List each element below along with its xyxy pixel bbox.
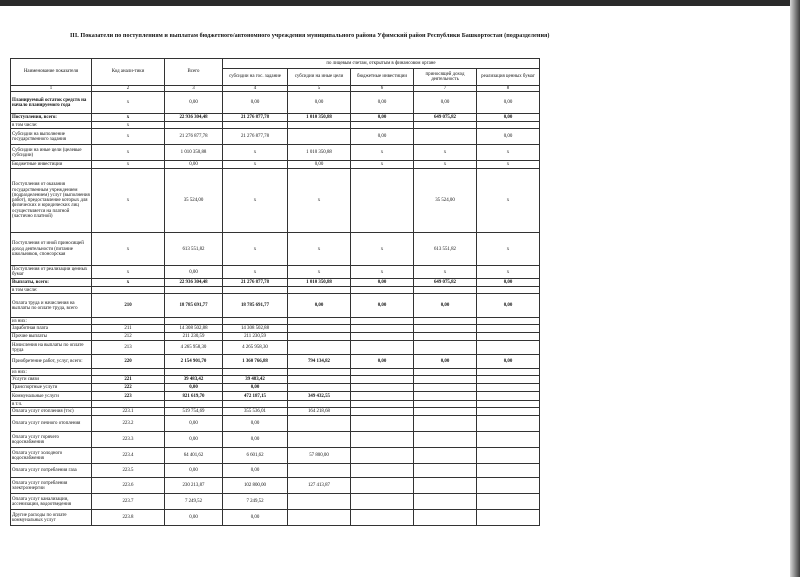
row-name-cell: из них:: [11, 369, 92, 376]
row-securities-cell: [477, 384, 540, 392]
header-col-securities: реализация ценных бумаг: [477, 69, 540, 86]
row-code-cell: 213: [92, 341, 165, 355]
row-income-activity-cell: [414, 392, 477, 401]
table-row: [11, 408, 540, 416]
scan-border-top: [0, 0, 800, 6]
row-code-cell: 223.2: [92, 416, 165, 432]
row-securities-cell: [477, 416, 540, 432]
table-row: [11, 325, 540, 333]
receipts-payments-table: [10, 58, 540, 526]
table-row: [11, 494, 540, 510]
row-subsidy-other-cell: [288, 376, 351, 384]
index-cell: 3: [165, 86, 223, 92]
row-code-cell: 210: [92, 294, 165, 318]
table-row: [11, 92, 540, 114]
row-subsidy-task-cell: 0,00: [223, 464, 288, 478]
row-securities-cell: [477, 318, 540, 325]
header-col-subsidy-other: субсидии на иные цели: [288, 69, 351, 86]
table-row: [11, 169, 540, 233]
row-code-cell: 223.5: [92, 464, 165, 478]
row-name-cell: Оплата услуг холодного водоснабжения: [11, 448, 92, 464]
table-row: [11, 294, 540, 318]
table-row: [11, 464, 540, 478]
row-income-activity-cell: 0,00: [414, 92, 477, 114]
row-investments-cell: 0,00: [351, 92, 414, 114]
row-income-activity-cell: 649 075,82: [414, 114, 477, 122]
row-code-cell: 223.4: [92, 448, 165, 464]
row-income-activity-cell: [414, 478, 477, 494]
row-income-activity-cell: x: [414, 145, 477, 161]
row-subsidy-task-cell: 0,00: [223, 92, 288, 114]
row-code-cell: x: [92, 145, 165, 161]
row-subsidy-other-cell: [288, 432, 351, 448]
row-subsidy-other-cell: [288, 122, 351, 129]
row-total-cell: 7 249,52: [165, 494, 223, 510]
row-subsidy-task-cell: x: [223, 266, 288, 279]
row-income-activity-cell: 35 524,00: [414, 169, 477, 233]
row-code-cell: 211: [92, 325, 165, 333]
row-securities-cell: [477, 333, 540, 341]
row-securities-cell: 0,00: [477, 355, 540, 369]
row-name-cell: Бюджетные инвестиции: [11, 161, 92, 169]
row-investments-cell: [351, 376, 414, 384]
row-name-cell: Оплата услуг потребления электроэнергии: [11, 478, 92, 494]
row-subsidy-other-cell: [288, 494, 351, 510]
row-investments-cell: [351, 392, 414, 401]
row-total-cell: 0,00: [165, 92, 223, 114]
index-cell: 7: [414, 86, 477, 92]
table-row: [11, 416, 540, 432]
row-subsidy-task-cell: 102 800,00: [223, 478, 288, 494]
row-total-cell: 613 551,82: [165, 233, 223, 266]
row-total-cell: 35 524,00: [165, 169, 223, 233]
row-securities-cell: [477, 325, 540, 333]
header-total: Всего: [165, 59, 223, 86]
index-cell: 4: [223, 86, 288, 92]
row-investments-cell: [351, 408, 414, 416]
row-subsidy-other-cell: 164 218,68: [288, 408, 351, 416]
row-securities-cell: x: [477, 233, 540, 266]
row-name-cell: Другие расходы по оплате коммунальных услуг: [11, 510, 92, 526]
row-code-cell: 223: [92, 392, 165, 401]
row-code-cell: x: [92, 233, 165, 266]
row-code-cell: x: [92, 279, 165, 287]
row-subsidy-other-cell: 127 413,87: [288, 478, 351, 494]
row-income-activity-cell: 649 075,82: [414, 279, 477, 287]
row-investments-cell: [351, 478, 414, 494]
row-subsidy-other-cell: [288, 129, 351, 145]
row-code-cell: x: [92, 114, 165, 122]
row-income-activity-cell: [414, 494, 477, 510]
row-subsidy-task-cell: 21 276 877,78: [223, 114, 288, 122]
row-securities-cell: x: [477, 161, 540, 169]
table-row: [11, 161, 540, 169]
row-subsidy-other-cell: 0,00: [288, 161, 351, 169]
row-total-cell: 22 936 304,48: [165, 114, 223, 122]
row-subsidy-task-cell: x: [223, 161, 288, 169]
row-securities-cell: [477, 287, 540, 294]
header-name: Наименование показателя: [11, 59, 92, 86]
table-row: [11, 279, 540, 287]
index-cell: 8: [477, 86, 540, 92]
table-row: [11, 114, 540, 122]
row-total-cell: [165, 122, 223, 129]
row-name-cell: Начисления на выплаты по оплате труда: [11, 341, 92, 355]
row-income-activity-cell: [414, 341, 477, 355]
row-subsidy-other-cell: x: [288, 266, 351, 279]
header-col-investments: бюджетные инвестиции: [351, 69, 414, 86]
table-row: [11, 432, 540, 448]
row-investments-cell: x: [351, 233, 414, 266]
row-total-cell: 64 401,62: [165, 448, 223, 464]
row-total-cell: [165, 318, 223, 325]
table-row: [11, 376, 540, 384]
table-row: [11, 266, 540, 279]
row-investments-cell: x: [351, 266, 414, 279]
row-subsidy-task-cell: 6 601,62: [223, 448, 288, 464]
row-income-activity-cell: 0,00: [414, 294, 477, 318]
row-subsidy-task-cell: [223, 369, 288, 376]
row-investments-cell: 0,00: [351, 129, 414, 145]
row-subsidy-other-cell: [288, 464, 351, 478]
row-subsidy-other-cell: 1 010 350,88: [288, 145, 351, 161]
table-row: [11, 369, 540, 376]
table-row: [11, 384, 540, 392]
row-income-activity-cell: [414, 384, 477, 392]
row-total-cell: 1 010 350,88: [165, 145, 223, 161]
row-investments-cell: [351, 325, 414, 333]
row-name-cell: Оплата услуг горячего водоснабжения: [11, 432, 92, 448]
row-name-cell: в том числе:: [11, 287, 92, 294]
row-name-cell: Субсидии на иные цели (целевые субсидии): [11, 145, 92, 161]
table-row: [11, 287, 540, 294]
row-subsidy-other-cell: 1 010 350,88: [288, 114, 351, 122]
row-name-cell: Планируемый остаток средств на начало планируемого года: [11, 92, 92, 114]
row-total-cell: 2 154 901,70: [165, 355, 223, 369]
row-income-activity-cell: [414, 464, 477, 478]
header-col-subsidy-task: субсидии на гос. задание: [223, 69, 288, 86]
row-investments-cell: 0,00: [351, 279, 414, 287]
row-subsidy-task-cell: [223, 122, 288, 129]
row-code-cell: x: [92, 122, 165, 129]
row-income-activity-cell: [414, 432, 477, 448]
section-title: III. Показатели по поступлениям и выплатам бюджетного/автономного учреждения муниципального района Уфимский район Республики Башкортостан (подразделения): [70, 33, 550, 39]
row-total-cell: 0,00: [165, 416, 223, 432]
row-total-cell: 39 483,42: [165, 376, 223, 384]
table-row: [11, 478, 540, 494]
row-income-activity-cell: 0,00: [414, 355, 477, 369]
row-code-cell: 223.3: [92, 432, 165, 448]
row-name-cell: Заработная плата: [11, 325, 92, 333]
row-income-activity-cell: [414, 129, 477, 145]
row-securities-cell: [477, 122, 540, 129]
table-row: [11, 233, 540, 266]
row-name-cell: Приобретение работ, услуг, всего:: [11, 355, 92, 369]
table-row: [11, 145, 540, 161]
row-securities-cell: x: [477, 169, 540, 233]
row-investments-cell: [351, 464, 414, 478]
row-income-activity-cell: [414, 333, 477, 341]
row-subsidy-other-cell: [288, 416, 351, 432]
table-row: [11, 122, 540, 129]
table-row: [11, 392, 540, 401]
row-investments-cell: 0,00: [351, 114, 414, 122]
row-securities-cell: [477, 448, 540, 464]
table-row: [11, 129, 540, 145]
row-securities-cell: [477, 408, 540, 416]
row-code-cell: 222: [92, 384, 165, 392]
row-total-cell: 230 213,87: [165, 478, 223, 494]
row-code-cell: [92, 287, 165, 294]
row-total-cell: 0,00: [165, 161, 223, 169]
row-name-cell: Оплата услуг потребления газа: [11, 464, 92, 478]
row-code-cell: 223.6: [92, 478, 165, 494]
row-total-cell: 821 619,70: [165, 392, 223, 401]
row-subsidy-other-cell: 794 134,82: [288, 355, 351, 369]
row-income-activity-cell: 613 551,82: [414, 233, 477, 266]
row-total-cell: 0,00: [165, 384, 223, 392]
row-income-activity-cell: [414, 408, 477, 416]
row-subsidy-other-cell: 0,00: [288, 92, 351, 114]
row-name-cell: Поступления, всего:: [11, 114, 92, 122]
row-investments-cell: [351, 401, 414, 408]
row-name-cell: Поступления от иной приносящей доход деятельности (питание школьников, спонсорская: [11, 233, 92, 266]
row-subsidy-task-cell: 39 483,42: [223, 376, 288, 384]
row-subsidy-task-cell: 18 785 691,77: [223, 294, 288, 318]
row-securities-cell: 0,00: [477, 92, 540, 114]
scan-border-right: [790, 0, 800, 577]
row-securities-cell: [477, 376, 540, 384]
row-subsidy-task-cell: 14 308 502,88: [223, 325, 288, 333]
row-code-cell: x: [92, 266, 165, 279]
row-subsidy-other-cell: [288, 325, 351, 333]
row-investments-cell: [351, 122, 414, 129]
row-income-activity-cell: [414, 122, 477, 129]
row-code-cell: x: [92, 161, 165, 169]
row-investments-cell: 0,00: [351, 355, 414, 369]
row-income-activity-cell: [414, 325, 477, 333]
row-subsidy-other-cell: [288, 341, 351, 355]
table-row: [11, 448, 540, 464]
table-row: [11, 333, 540, 341]
row-income-activity-cell: [414, 318, 477, 325]
row-subsidy-task-cell: x: [223, 145, 288, 161]
row-subsidy-task-cell: [223, 401, 288, 408]
row-subsidy-other-cell: [288, 287, 351, 294]
row-name-cell: Прочие выплаты: [11, 333, 92, 341]
row-subsidy-task-cell: x: [223, 233, 288, 266]
row-investments-cell: [351, 384, 414, 392]
row-subsidy-other-cell: [288, 384, 351, 392]
row-securities-cell: 0,00: [477, 129, 540, 145]
row-name-cell: Оплата услуг отопления (тэс): [11, 408, 92, 416]
row-total-cell: 519 754,69: [165, 408, 223, 416]
row-name-cell: Услуги связи: [11, 376, 92, 384]
row-investments-cell: [351, 416, 414, 432]
row-investments-cell: [351, 448, 414, 464]
row-securities-cell: 0,00: [477, 114, 540, 122]
row-subsidy-task-cell: 472 187,15: [223, 392, 288, 401]
row-name-cell: Коммунальные услуги: [11, 392, 92, 401]
row-securities-cell: [477, 510, 540, 526]
row-total-cell: 4 265 958,30: [165, 341, 223, 355]
row-investments-cell: [351, 318, 414, 325]
row-code-cell: x: [92, 169, 165, 233]
row-name-cell: Оплата труда и начисления на выплаты по оплате труда, всего: [11, 294, 92, 318]
row-subsidy-task-cell: 355 536,01: [223, 408, 288, 416]
row-name-cell: Поступления от оказания государственным учреждением (подразделением) услуг (выполнения работ), предоставление которых для физических и юридических лиц осуществляется на платной (частично платной): [11, 169, 92, 233]
table-row: [11, 318, 540, 325]
row-subsidy-other-cell: [288, 369, 351, 376]
row-subsidy-other-cell: [288, 318, 351, 325]
row-code-cell: 223.1: [92, 408, 165, 416]
row-total-cell: 21 276 877,78: [165, 129, 223, 145]
row-name-cell: в т.ч.: [11, 401, 92, 408]
row-securities-cell: [477, 401, 540, 408]
row-investments-cell: [351, 341, 414, 355]
index-cell: 6: [351, 86, 414, 92]
row-income-activity-cell: x: [414, 266, 477, 279]
table-row: [11, 355, 540, 369]
row-securities-cell: 0,00: [477, 294, 540, 318]
row-total-cell: 18 785 691,77: [165, 294, 223, 318]
row-total-cell: 0,00: [165, 432, 223, 448]
row-securities-cell: x: [477, 145, 540, 161]
row-subsidy-other-cell: [288, 333, 351, 341]
row-total-cell: [165, 369, 223, 376]
row-investments-cell: [351, 494, 414, 510]
row-subsidy-other-cell: 1 010 350,88: [288, 279, 351, 287]
index-cell: 1: [11, 86, 92, 92]
row-subsidy-task-cell: x: [223, 169, 288, 233]
row-code-cell: 220: [92, 355, 165, 369]
row-subsidy-task-cell: 0,00: [223, 510, 288, 526]
row-code-cell: x: [92, 129, 165, 145]
row-total-cell: 211 230,59: [165, 333, 223, 341]
row-total-cell: [165, 401, 223, 408]
header-code: Код анали-тики: [92, 59, 165, 86]
row-income-activity-cell: [414, 401, 477, 408]
row-code-cell: [92, 401, 165, 408]
row-subsidy-task-cell: [223, 318, 288, 325]
row-investments-cell: 0,00: [351, 294, 414, 318]
row-total-cell: 22 936 304,48: [165, 279, 223, 287]
row-securities-cell: [477, 432, 540, 448]
row-subsidy-task-cell: 211 230,59: [223, 333, 288, 341]
row-total-cell: [165, 287, 223, 294]
index-cell: 5: [288, 86, 351, 92]
row-investments-cell: x: [351, 145, 414, 161]
row-securities-cell: [477, 494, 540, 510]
row-securities-cell: 0,00: [477, 279, 540, 287]
row-subsidy-other-cell: 0,00: [288, 294, 351, 318]
row-subsidy-other-cell: x: [288, 169, 351, 233]
row-income-activity-cell: [414, 416, 477, 432]
table-row: [11, 341, 540, 355]
row-name-cell: Оплата услуг печного отопления: [11, 416, 92, 432]
row-income-activity-cell: [414, 369, 477, 376]
row-subsidy-other-cell: 57 800,00: [288, 448, 351, 464]
row-name-cell: из них:: [11, 318, 92, 325]
row-subsidy-task-cell: 4 265 958,30: [223, 341, 288, 355]
row-subsidy-task-cell: 0,00: [223, 384, 288, 392]
row-code-cell: 221: [92, 376, 165, 384]
row-subsidy-task-cell: 0,00: [223, 432, 288, 448]
row-income-activity-cell: [414, 376, 477, 384]
row-name-cell: Субсидии на выполнение государственного задания: [11, 129, 92, 145]
row-investments-cell: x: [351, 161, 414, 169]
row-name-cell: Оплата услуг канализации, ассенизации, водоотведения: [11, 494, 92, 510]
row-investments-cell: [351, 369, 414, 376]
row-code-cell: [92, 369, 165, 376]
row-investments-cell: [351, 287, 414, 294]
row-code-cell: [92, 318, 165, 325]
row-investments-cell: [351, 169, 414, 233]
row-securities-cell: x: [477, 266, 540, 279]
row-total-cell: 0,00: [165, 266, 223, 279]
row-total-cell: 0,00: [165, 510, 223, 526]
row-subsidy-task-cell: 0,00: [223, 416, 288, 432]
row-subsidy-task-cell: 1 360 766,88: [223, 355, 288, 369]
row-securities-cell: [477, 478, 540, 494]
row-subsidy-task-cell: 21 276 877,78: [223, 279, 288, 287]
row-total-cell: 0,00: [165, 464, 223, 478]
row-code-cell: 223.8: [92, 510, 165, 526]
row-income-activity-cell: x: [414, 161, 477, 169]
row-subsidy-task-cell: [223, 287, 288, 294]
row-securities-cell: [477, 369, 540, 376]
row-name-cell: Поступления от реализации ценных бумаг: [11, 266, 92, 279]
row-subsidy-other-cell: x: [288, 233, 351, 266]
row-subsidy-other-cell: [288, 510, 351, 526]
row-investments-cell: [351, 510, 414, 526]
row-income-activity-cell: [414, 287, 477, 294]
row-income-activity-cell: [414, 448, 477, 464]
row-securities-cell: [477, 341, 540, 355]
header-col-income-activity: приносящей доход деятельность: [414, 69, 477, 86]
table-row: [11, 510, 540, 526]
row-investments-cell: [351, 333, 414, 341]
table-row: [11, 401, 540, 408]
row-subsidy-other-cell: [288, 401, 351, 408]
row-code-cell: 212: [92, 333, 165, 341]
row-securities-cell: [477, 464, 540, 478]
row-code-cell: 223.7: [92, 494, 165, 510]
header-group: по лицевым счетам, открытым в финансовом органе: [223, 59, 540, 69]
row-code-cell: x: [92, 92, 165, 114]
row-subsidy-task-cell: 7 249,52: [223, 494, 288, 510]
row-subsidy-task-cell: 21 276 877,78: [223, 129, 288, 145]
row-investments-cell: [351, 432, 414, 448]
row-securities-cell: [477, 392, 540, 401]
row-name-cell: Транспортные услуги: [11, 384, 92, 392]
row-income-activity-cell: [414, 510, 477, 526]
row-name-cell: Выплаты, всего:: [11, 279, 92, 287]
index-cell: 2: [92, 86, 165, 92]
row-subsidy-other-cell: 349 432,55: [288, 392, 351, 401]
row-name-cell: в том числе:: [11, 122, 92, 129]
row-total-cell: 14 308 502,88: [165, 325, 223, 333]
